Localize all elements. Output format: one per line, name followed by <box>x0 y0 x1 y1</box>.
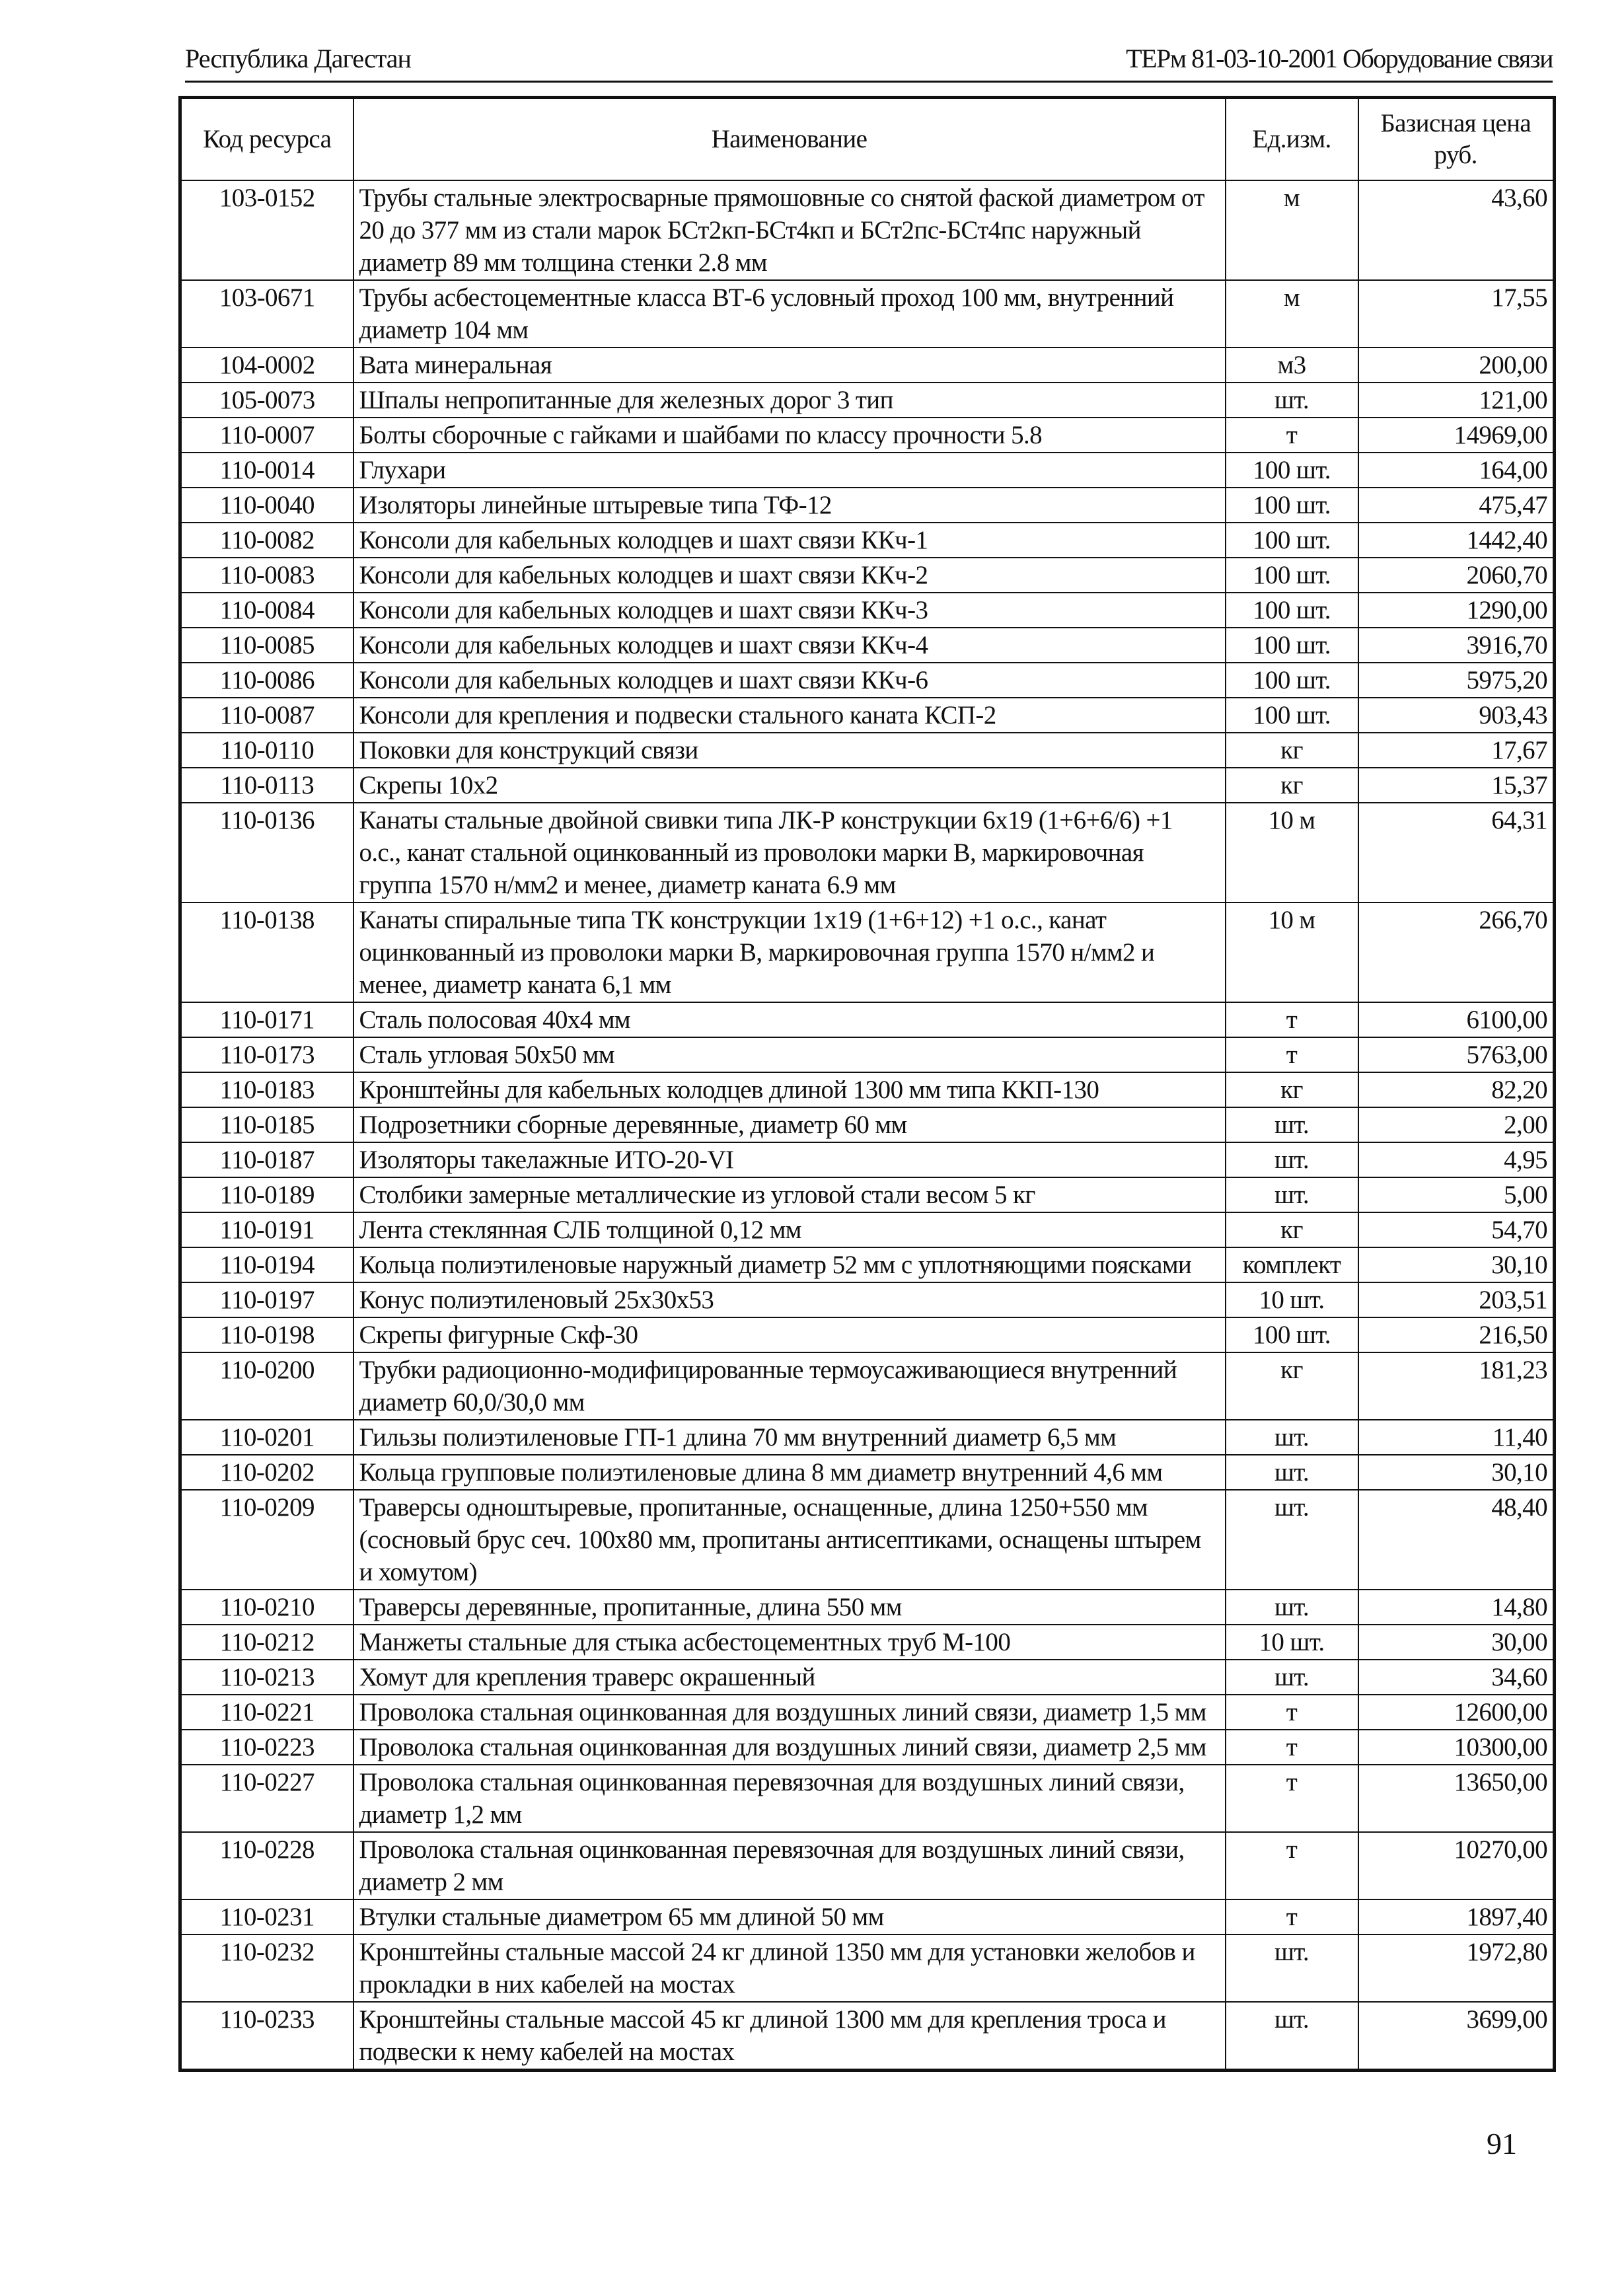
table-row <box>180 902 1555 1002</box>
column-header-unit: Ед.изм. <box>1226 98 1358 181</box>
cell-unit: 100 шт. <box>1226 663 1358 698</box>
cell-price: 1290,00 <box>1358 593 1555 628</box>
cell-name: Кронштейны для кабельных колодцев длиной 1300 мм типа ККП-130 <box>353 1072 1226 1107</box>
cell-unit: 100 шт. <box>1226 593 1358 628</box>
cell-code: 110-0007 <box>180 418 353 453</box>
cell-name: Консоли для кабельных колодцев и шахт связи ККч-3 <box>353 593 1226 628</box>
cell-unit: шт. <box>1226 383 1358 418</box>
cell-code: 110-0210 <box>180 1590 353 1625</box>
cell-name: Трубы асбестоцементные класса ВТ-6 условный проход 100 мм, внутренний диаметр 104 мм <box>353 280 1226 348</box>
cell-unit: 100 шт. <box>1226 453 1358 488</box>
cell-price: 266,70 <box>1358 902 1555 1002</box>
cell-price: 15,37 <box>1358 768 1555 803</box>
cell-price: 17,55 <box>1358 280 1555 348</box>
cell-code: 110-0232 <box>180 1934 353 2002</box>
cell-unit: м <box>1226 180 1358 280</box>
cell-price: 1972,80 <box>1358 1934 1555 2002</box>
cell-unit: шт. <box>1226 1107 1358 1142</box>
table-row <box>180 1832 1555 1899</box>
cell-price: 64,31 <box>1358 803 1555 902</box>
column-header-name: Наименование <box>353 98 1226 181</box>
cell-name: Манжеты стальные для стыка асбестоцементных труб М-100 <box>353 1625 1226 1660</box>
cell-unit: шт. <box>1226 1142 1358 1177</box>
cell-price: 48,40 <box>1358 1490 1555 1590</box>
cell-name: Консоли для кабельных колодцев и шахт связи ККч-4 <box>353 628 1226 663</box>
table-row <box>180 1899 1555 1934</box>
cell-name: Подрозетники сборные деревянные, диаметр 60 мм <box>353 1107 1226 1142</box>
cell-code: 110-0223 <box>180 1730 353 1765</box>
cell-name: Проволока стальная оцинкованная перевязочная для воздушных линий связи, диаметр 2 мм <box>353 1832 1226 1899</box>
cell-name: Кольца полиэтиленовые наружный диаметр 52 мм с уплотняющими поясками <box>353 1247 1226 1282</box>
cell-name: Канаты спиральные типа ТК конструкции 1х19 (1+6+12) +1 о.с., канат оцинкованный из проволоки марки В, маркировочная группа 1570 н/мм2 и менее, диаметр каната 6,1 мм <box>353 902 1226 1002</box>
table-row <box>180 383 1555 418</box>
cell-name: Трубы стальные электросварные прямошовные со снятой фаской диаметром от 20 до 377 мм из стали марок БСт2кп-БСт4кп и БСт2пс-БСт4пс наружный диаметр 89 мм толщина стенки 2.8 мм <box>353 180 1226 280</box>
table-row <box>180 1590 1555 1625</box>
cell-unit: кг <box>1226 733 1358 768</box>
cell-price: 164,00 <box>1358 453 1555 488</box>
cell-unit: т <box>1226 1695 1358 1730</box>
table-row <box>180 1212 1555 1247</box>
cell-code: 110-0138 <box>180 902 353 1002</box>
cell-unit: шт. <box>1226 1660 1358 1695</box>
header-region: Республика Дагестан <box>185 44 411 73</box>
table-row <box>180 1107 1555 1142</box>
table-row <box>180 663 1555 698</box>
cell-price: 30,00 <box>1358 1625 1555 1660</box>
table-row <box>180 1072 1555 1107</box>
cell-price: 34,60 <box>1358 1660 1555 1695</box>
cell-name: Изоляторы такелажные ИТО-20-VI <box>353 1142 1226 1177</box>
table-row <box>180 593 1555 628</box>
cell-unit: шт. <box>1226 2002 1358 2071</box>
table-row <box>180 803 1555 902</box>
cell-unit: т <box>1226 418 1358 453</box>
table-row <box>180 1695 1555 1730</box>
cell-code: 110-0171 <box>180 1002 353 1037</box>
cell-unit: кг <box>1226 1212 1358 1247</box>
cell-code: 105-0073 <box>180 383 353 418</box>
table-row <box>180 180 1555 280</box>
cell-unit: 10 м <box>1226 803 1358 902</box>
cell-unit: 100 шт. <box>1226 628 1358 663</box>
cell-name: Вата минеральная <box>353 348 1226 383</box>
cell-name: Глухари <box>353 453 1226 488</box>
cell-price: 14969,00 <box>1358 418 1555 453</box>
cell-code: 110-0189 <box>180 1177 353 1212</box>
cell-unit: шт. <box>1226 1590 1358 1625</box>
cell-name: Проволока стальная оцинкованная перевязочная для воздушных линий связи, диаметр 1,2 мм <box>353 1765 1226 1832</box>
cell-price: 10270,00 <box>1358 1832 1555 1899</box>
table-row <box>180 1730 1555 1765</box>
cell-unit: м <box>1226 280 1358 348</box>
cell-price: 216,50 <box>1358 1317 1555 1352</box>
cell-unit: 10 м <box>1226 902 1358 1002</box>
cell-unit: шт. <box>1226 1934 1358 2002</box>
cell-name: Конус полиэтиленовый 25х30х53 <box>353 1282 1226 1317</box>
cell-code: 110-0187 <box>180 1142 353 1177</box>
cell-code: 110-0197 <box>180 1282 353 1317</box>
cell-code: 110-0185 <box>180 1107 353 1142</box>
cell-price: 14,80 <box>1358 1590 1555 1625</box>
cell-unit: кг <box>1226 1072 1358 1107</box>
table-row <box>180 1282 1555 1317</box>
table-row <box>180 1765 1555 1832</box>
cell-price: 1442,40 <box>1358 523 1555 558</box>
page-header <box>185 41 1553 83</box>
table-row <box>180 698 1555 733</box>
cell-code: 110-0228 <box>180 1832 353 1899</box>
cell-code: 110-0213 <box>180 1660 353 1695</box>
table-row <box>180 280 1555 348</box>
cell-name: Консоли для крепления и подвески стального каната КСП-2 <box>353 698 1226 733</box>
cell-code: 110-0201 <box>180 1420 353 1455</box>
column-header-code: Код ресурса <box>180 98 353 181</box>
cell-code: 110-0082 <box>180 523 353 558</box>
cell-name: Трубки радиоционно-модифицированные термоусаживающиеся внутренний диаметр 60,0/30,0 мм <box>353 1352 1226 1420</box>
cell-code: 110-0202 <box>180 1455 353 1490</box>
cell-name: Консоли для кабельных колодцев и шахт связи ККч-6 <box>353 663 1226 698</box>
header-document-code: ТЕРм 81-03-10-2001 Оборудование связи <box>1126 44 1553 73</box>
cell-unit: шт. <box>1226 1490 1358 1590</box>
cell-unit: 100 шт. <box>1226 488 1358 523</box>
cell-price: 12600,00 <box>1358 1695 1555 1730</box>
cell-code: 103-0671 <box>180 280 353 348</box>
cell-code: 110-0231 <box>180 1899 353 1934</box>
cell-unit: шт. <box>1226 1177 1358 1212</box>
cell-price: 30,10 <box>1358 1247 1555 1282</box>
cell-code: 110-0113 <box>180 768 353 803</box>
cell-code: 110-0233 <box>180 2002 353 2071</box>
cell-unit: т <box>1226 1002 1358 1037</box>
cell-unit: 100 шт. <box>1226 698 1358 733</box>
cell-price: 475,47 <box>1358 488 1555 523</box>
cell-name: Консоли для кабельных колодцев и шахт связи ККч-1 <box>353 523 1226 558</box>
cell-price: 203,51 <box>1358 1282 1555 1317</box>
cell-name: Шпалы непропитанные для железных дорог 3 тип <box>353 383 1226 418</box>
table-row <box>180 1660 1555 1695</box>
cell-price: 11,40 <box>1358 1420 1555 1455</box>
table-row <box>180 558 1555 593</box>
cell-name: Сталь угловая 50х50 мм <box>353 1037 1226 1072</box>
table-header-row <box>180 98 1555 181</box>
cell-code: 110-0173 <box>180 1037 353 1072</box>
cell-name: Сталь полосовая 40х4 мм <box>353 1002 1226 1037</box>
cell-code: 103-0152 <box>180 180 353 280</box>
cell-price: 200,00 <box>1358 348 1555 383</box>
table-row <box>180 1037 1555 1072</box>
cell-name: Столбики замерные металлические из угловой стали весом 5 кг <box>353 1177 1226 1212</box>
cell-unit: м3 <box>1226 348 1358 383</box>
column-header-price: Базисная цена руб. <box>1358 98 1555 181</box>
cell-code: 110-0221 <box>180 1695 353 1730</box>
cell-price: 82,20 <box>1358 1072 1555 1107</box>
cell-price: 10300,00 <box>1358 1730 1555 1765</box>
table-row <box>180 1455 1555 1490</box>
cell-price: 30,10 <box>1358 1455 1555 1490</box>
cell-price: 13650,00 <box>1358 1765 1555 1832</box>
cell-price: 54,70 <box>1358 1212 1555 1247</box>
table-row <box>180 733 1555 768</box>
table-row <box>180 1002 1555 1037</box>
cell-unit: т <box>1226 1730 1358 1765</box>
table-row <box>180 2002 1555 2071</box>
cell-code: 110-0083 <box>180 558 353 593</box>
cell-name: Изоляторы линейные штыревые типа ТФ-12 <box>353 488 1226 523</box>
cell-name: Кронштейны стальные массой 45 кг длиной 1300 мм для крепления троса и подвески к нему кабелей на мостах <box>353 2002 1226 2071</box>
cell-price: 5,00 <box>1358 1177 1555 1212</box>
cell-name: Лента стеклянная СЛБ толщиной 0,12 мм <box>353 1212 1226 1247</box>
cell-unit: 100 шт. <box>1226 523 1358 558</box>
cell-unit: 100 шт. <box>1226 558 1358 593</box>
cell-price: 903,43 <box>1358 698 1555 733</box>
cell-code: 110-0110 <box>180 733 353 768</box>
table-row <box>180 1177 1555 1212</box>
table-row <box>180 1420 1555 1455</box>
cell-name: Траверсы одноштыревые, пропитанные, оснащенные, длина 1250+550 мм (сосновый брус сеч. 100х80 мм, пропитаны антисептиками, оснащены штырем и хомутом) <box>353 1490 1226 1590</box>
cell-code: 110-0085 <box>180 628 353 663</box>
table-row <box>180 1490 1555 1590</box>
cell-unit: т <box>1226 1832 1358 1899</box>
cell-unit: 10 шт. <box>1226 1625 1358 1660</box>
cell-name: Проволока стальная оцинкованная для воздушных линий связи, диаметр 1,5 мм <box>353 1695 1226 1730</box>
cell-code: 104-0002 <box>180 348 353 383</box>
cell-code: 110-0087 <box>180 698 353 733</box>
cell-price: 17,67 <box>1358 733 1555 768</box>
cell-name: Консоли для кабельных колодцев и шахт связи ККч-2 <box>353 558 1226 593</box>
table-row <box>180 488 1555 523</box>
cell-unit: шт. <box>1226 1455 1358 1490</box>
table-row <box>180 628 1555 663</box>
table-row <box>180 1352 1555 1420</box>
cell-unit: т <box>1226 1037 1358 1072</box>
cell-unit: шт. <box>1226 1420 1358 1455</box>
cell-code: 110-0198 <box>180 1317 353 1352</box>
cell-code: 110-0014 <box>180 453 353 488</box>
cell-name: Канаты стальные двойной свивки типа ЛК-Р конструкции 6х19 (1+6+6/6) +1 о.с., канат стальной оцинкованный из проволоки марки В, маркировочная группа 1570 н/мм2 и менее, диаметр каната 6.9 мм <box>353 803 1226 902</box>
cell-name: Поковки для конструкций связи <box>353 733 1226 768</box>
cell-code: 110-0200 <box>180 1352 353 1420</box>
cell-name: Траверсы деревянные, пропитанные, длина 550 мм <box>353 1590 1226 1625</box>
cell-name: Кронштейны стальные массой 24 кг длиной 1350 мм для установки желобов и прокладки в них кабелей на мостах <box>353 1934 1226 2002</box>
cell-unit: 10 шт. <box>1226 1282 1358 1317</box>
cell-price: 181,23 <box>1358 1352 1555 1420</box>
cell-code: 110-0040 <box>180 488 353 523</box>
table-row <box>180 1142 1555 1177</box>
cell-code: 110-0212 <box>180 1625 353 1660</box>
cell-name: Скрепы 10х2 <box>353 768 1226 803</box>
resource-price-table <box>178 96 1556 2072</box>
cell-unit: 100 шт. <box>1226 1317 1358 1352</box>
table-row <box>180 1247 1555 1282</box>
cell-unit: кг <box>1226 1352 1358 1420</box>
cell-unit: т <box>1226 1899 1358 1934</box>
cell-price: 3699,00 <box>1358 2002 1555 2071</box>
cell-name: Проволока стальная оцинкованная для воздушных линий связи, диаметр 2,5 мм <box>353 1730 1226 1765</box>
cell-unit: т <box>1226 1765 1358 1832</box>
table-row <box>180 348 1555 383</box>
cell-name: Скрепы фигурные Скф-30 <box>353 1317 1226 1352</box>
cell-code: 110-0084 <box>180 593 353 628</box>
table-row <box>180 1625 1555 1660</box>
cell-name: Хомут для крепления траверс окрашенный <box>353 1660 1226 1695</box>
cell-price: 6100,00 <box>1358 1002 1555 1037</box>
cell-price: 2060,70 <box>1358 558 1555 593</box>
table-row <box>180 453 1555 488</box>
table-row <box>180 418 1555 453</box>
cell-code: 110-0086 <box>180 663 353 698</box>
cell-code: 110-0194 <box>180 1247 353 1282</box>
cell-price: 121,00 <box>1358 383 1555 418</box>
cell-code: 110-0183 <box>180 1072 353 1107</box>
page-number: 91 <box>1487 2127 1517 2160</box>
cell-name: Болты сборочные с гайками и шайбами по классу прочности 5.8 <box>353 418 1226 453</box>
cell-code: 110-0136 <box>180 803 353 902</box>
cell-price: 3916,70 <box>1358 628 1555 663</box>
cell-name: Втулки стальные диаметром 65 мм длиной 50 мм <box>353 1899 1226 1934</box>
table-row <box>180 1317 1555 1352</box>
cell-name: Гильзы полиэтиленовые ГП-1 длина 70 мм внутренний диаметр 6,5 мм <box>353 1420 1226 1455</box>
cell-price: 2,00 <box>1358 1107 1555 1142</box>
table-body <box>180 180 1555 2071</box>
cell-price: 5975,20 <box>1358 663 1555 698</box>
cell-price: 1897,40 <box>1358 1899 1555 1934</box>
cell-code: 110-0227 <box>180 1765 353 1832</box>
cell-code: 110-0209 <box>180 1490 353 1590</box>
cell-unit: кг <box>1226 768 1358 803</box>
cell-price: 5763,00 <box>1358 1037 1555 1072</box>
table-row <box>180 523 1555 558</box>
cell-price: 43,60 <box>1358 180 1555 280</box>
cell-code: 110-0191 <box>180 1212 353 1247</box>
table-row <box>180 1934 1555 2002</box>
table-row <box>180 768 1555 803</box>
cell-price: 4,95 <box>1358 1142 1555 1177</box>
cell-unit: комплект <box>1226 1247 1358 1282</box>
cell-name: Кольца групповые полиэтиленовые длина 8 мм диаметр внутренний 4,6 мм <box>353 1455 1226 1490</box>
